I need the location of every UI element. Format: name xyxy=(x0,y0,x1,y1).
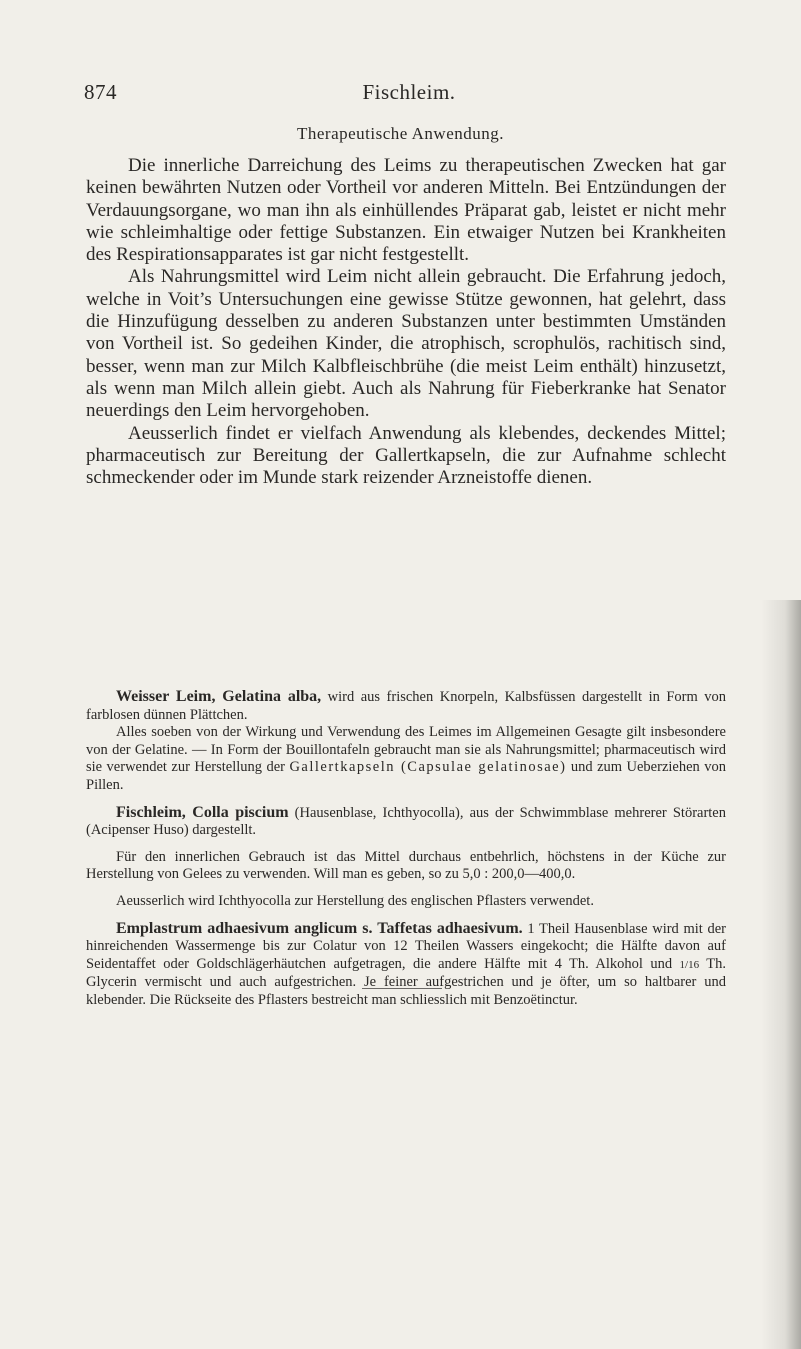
end-rule xyxy=(362,988,442,989)
entry-heading: Fischleim, Colla piscium xyxy=(116,803,289,821)
entry-text: Alles soeben von der Wirkung und Verwendung des Leimes im Allgemeinen Gesagte gilt insbesondere von der Gelatine. — In Form der Bouillontafeln gebraucht man sie als Nahrungsmittel; pharmaceutisch wird sie verwendet zur Herstellung der xyxy=(86,724,726,776)
entry-fischleim xyxy=(86,804,726,840)
entry-text: 1 Theil Hausenblase wird mit der hinreichenden Wassermenge bis zur Colatur von 12 Theilen Wassers eingekocht; die Hälfte davon auf Seidentaffet oder Goldschlägerhäutchen aufgetragen, die andere Hälfte mit 4 Th. Alkohol und xyxy=(86,920,727,972)
entry-text: und zum Ueberziehen von Pillen. xyxy=(86,759,726,793)
paragraph-innerlich: Für den innerlichen Gebrauch ist das Mittel durchaus entbehrlich, höchstens in der Küche zur Herstellung von Gelees zu verwenden. Will man es geben, so zu 5,0 : 200,0—400,0. xyxy=(86,848,726,883)
paragraph-gelatine xyxy=(86,724,726,794)
paragraph-aeusserlich: Aeusserlich wird Ichthyocolla zur Herstellung des englischen Pflasters verwendet. xyxy=(116,892,594,909)
main-text-block xyxy=(86,155,726,489)
entry-emplastrum xyxy=(86,920,726,1010)
paragraph-nutrition: Als Nahrungsmittel wird Leim nicht allein gebraucht. Die Erfahrung jedoch, welche in Voit’s Untersuchungen eine gewisse Stütze gewonnen, hat gelehrt, dass die Hinzufügung desselben zu anderen Substanzen unter bestimmten Umständen von Vortheil ist. So gedeihen Kinder, die atrophisch, scrophulös, rachitisch sind, besser, wenn man zur Milch Kalbfleischbrühe (die meist Leim enthält) hinzusetzt, als wenn man Milch allein giebt. Auch als Nahrung für Fieberkranke hat Senator neuerdings den Leim hervorgehoben. xyxy=(86,266,726,422)
paragraph-external-use: Aeusserlich findet er vielfach Anwendung als klebendes, deckendes Mittel; pharmaceutisch zur Bereitung der Gallertkapseln, die zur Aufnahme schlecht schmeckender oder im Munde stark reizender Arzneistoffe dienen. xyxy=(86,422,726,489)
entry-text: Th. Glycerin vermischt und auch aufgestrichen. Je feiner aufgestrichen und je öfter, um so haltbarer und klebender. Die Rückseite des Pflasters bestreicht man schliesslich mit Benzoëtinctur. xyxy=(86,955,726,1008)
entry-text: (Hausenblase, Ichthyocolla), aus der Schwimmblase mehrerer Störarten (Acipenser Huso) dargestellt. xyxy=(86,804,726,839)
section-title: Therapeutische Anwendung. xyxy=(297,124,504,143)
paragraph-therapeutic: Die innerliche Darreichung des Leims zu therapeutischen Zwecken hat gar keinen bewährten Nutzen oder Vortheil vor anderen Mitteln. Bei Entzündungen der Verdauungsorgane, wo man ihn als einhüllendes Präparat gab, leistet er nicht mehr wie schleimhaltige oder fettige Substanzen. Ein etwaiger Nutzen bei Krankheiten des Respirationsapparates ist gar nicht festgestellt. xyxy=(86,155,726,266)
page-edge-shadow xyxy=(761,600,801,1349)
spaced-term: Gallertkapseln (Capsulae gelatinosae) xyxy=(289,759,567,776)
entry-heading: Weisser Leim, Gelatina alba, xyxy=(116,688,322,705)
small-text-block xyxy=(86,688,726,1010)
entry-heading: Emplastrum adhaesivum anglicum s. Taffetas adhaesivum. xyxy=(116,919,523,937)
fraction: 1/16 xyxy=(679,958,700,971)
running-title: Fischleim. xyxy=(362,80,456,104)
running-head xyxy=(84,80,734,110)
page-number: 874 xyxy=(84,80,117,104)
entry-weisser-leim xyxy=(86,688,726,724)
entry-text: wird aus frischen Knorpeln, Kalbsfüssen dargestellt in Form von farblosen dünnen Plättchen. xyxy=(86,689,726,723)
